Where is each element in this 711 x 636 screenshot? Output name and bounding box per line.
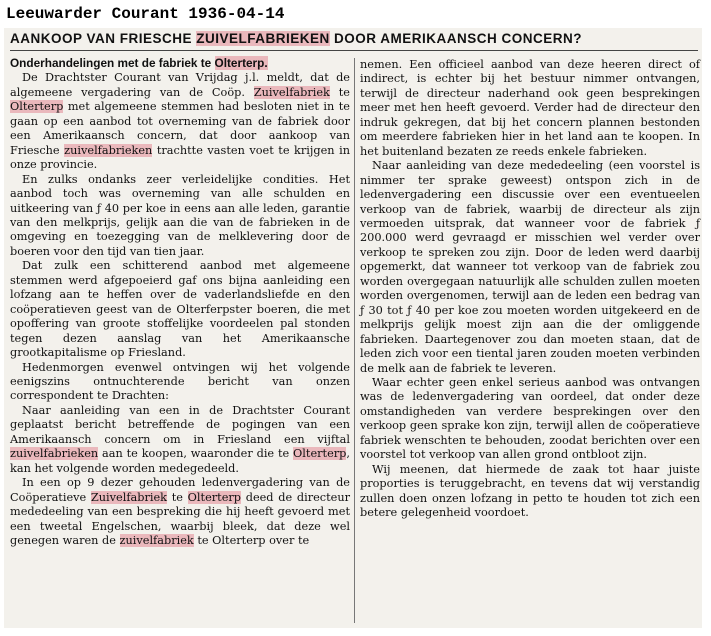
article-subheading xyxy=(10,56,350,70)
highlighted-term: Olterterp xyxy=(10,100,64,114)
left-column-paragraph xyxy=(10,361,350,404)
highlighted-term: zuivelfabrieken xyxy=(10,447,99,461)
text-run: Naar aanleiding van een in de Drachtster Courant geplaatst bericht betreffende de pogingen van een Amerikaansch concern om in Friesland een vijftal xyxy=(10,403,350,446)
highlighted-term: Olterterp. xyxy=(214,56,268,70)
text-run: nemen. Een officieel aanbod van deze heeren direct of indirect, is echter bij het bestuur nimmer ontvangen, terwijl de directeur naderhand ook geen besprekingen meer met hen heeft gevoerd. Verder had de directeur den indruk gekregen, dat bij het concern plannen bestonden om meerdere fabrieken hier in het land aan te koopen. In het buitenland bezaten ze reeds enkele fabrieken. xyxy=(360,58,700,158)
left-column-paragraph xyxy=(10,71,350,172)
article-headline xyxy=(10,31,700,46)
text-run: aan te koopen, waaronder die te xyxy=(98,447,294,461)
text-run: met algemeene stemmen had besloten niet in te gaan op een aanbod tot overneming van de fabriek door een Amerikaansch concern, dat door aankoop van Friesche xyxy=(10,100,350,157)
highlighted-term: zuivelfabriek xyxy=(119,533,194,547)
headline-prefix: AANKOOP VAN FRIESCHE xyxy=(10,31,197,46)
text-run: Hedenmorgen evenwel ontvingen wij het volgende eenigszins ontnuchterende bericht van onzen correspondent te Drachten: xyxy=(10,360,350,403)
left-column-paragraph xyxy=(10,476,350,548)
text-run: te xyxy=(167,490,188,504)
column-divider xyxy=(354,58,355,623)
text-run: Naar aanleiding van deze mededeeling (een voorstel is nimmer ter sprake geweest) ontspon zich in de ledenvergadering een discussie over een eventueelen verkoop van de fabriek, waarbij de directeur als zijn vermoeden uitsprak, dat wanneer voor de fabriek ƒ 200.000 werd gevraagd er misschien wel verder over verkoop te spreken zou zijn. Door de leden werd daarbij opgemerkt, dat wanneer tot verkoop van de fabriek zou worden overgegaan natuurlijk alle schulden zullen moeten worden overgenomen, terwijl aan de leden een bedrag van ƒ 30 tot ƒ 40 per koe zou moeten worden uitgekeerd en de melkprijs gelijk moest zijn aan die der omliggende fabrieken. Daartegenover zou dan moeten staan, dat de leden zich voor een tiental jaren zouden moeten verbinden de melk aan de fabriek te leveren. xyxy=(360,159,700,375)
right-column-paragraph xyxy=(360,58,700,159)
headline-suffix: DOOR AMERIKAANSCH CONCERN? xyxy=(329,31,583,46)
text-run: te xyxy=(329,85,350,99)
right-column-paragraph xyxy=(360,463,700,521)
text-run: In een op 9 dezer gehouden ledenvergadering van de Coöperatieve xyxy=(10,476,350,504)
text-run: deed de directeur mededeeling van een bespreking die hij heeft gevoerd met een tweetal Engelschen, waarbij bleek, dat deze wel genegen waren de xyxy=(10,490,351,547)
highlighted-term: Zuivelfabriek xyxy=(253,85,330,99)
highlighted-term: Zuivelfabriek xyxy=(90,490,168,504)
left-column-paragraph xyxy=(10,404,350,476)
left-column-paragraph xyxy=(10,259,350,360)
text-run: te Olterterp over te xyxy=(193,533,310,547)
left-column-paragraph xyxy=(10,173,350,260)
page-dateline: Leeuwarder Courant 1936-04-14 xyxy=(6,5,285,23)
text-run: Wij meenen, dat hiermede de zaak tot haar juiste proporties is teruggebracht, en tevens dat wij verstandig zullen doen onzen lofzang in petto te houden tot zich een betere gelegenheid voordoet. xyxy=(360,462,700,520)
left-column xyxy=(10,56,350,548)
highlighted-term: zuivelfabrieken xyxy=(64,143,153,157)
headline-rule xyxy=(10,50,698,51)
headline-highlight: ZUIVELFABRIEKEN xyxy=(196,31,330,46)
text-run: Dat zulk een schitterend aanbod met algemeene stemmen werd afgepoeierd gaf ons bijna aanleiding een lofzang aan te heffen over de vaderlandsliefde en den coöperatieven geest van de Olterferpster boeren, die met opoffering van groote stoffelijke voordeelen pal stonden tegen dezen aanslag van het Amerikaansche grootkapitalisme op Friesland. xyxy=(10,259,350,360)
newspaper-clipping xyxy=(4,28,702,628)
text-run: En zulks ondanks zeer verleidelijke condities. Het aanbod toch was overneming van alle schulden en uitkeering van ƒ 40 per koe in eens aan alle leden, garantie van den melkprijs, gelijk aan die van de fabrieken in de omgeving en toezegging van de melklevering door de boeren voor den tijd van tien jaar. xyxy=(10,172,350,258)
text-run: , kan het volgende worden medegedeeld. xyxy=(10,447,350,475)
right-column-paragraph xyxy=(360,376,700,463)
text-run: Waar echter geen enkel serieus aanbod was ontvangen was de ledenvergadering van oordeel, dat onder deze omstandigheden van verdere besprekingen over den verkoop geen sprake kon zijn, terwijl allen de coöperatieve fabriek wenschten te behouden, zoodat berichten over een voorstel tot verkoop van allen grond ontbloot zijn. xyxy=(360,375,700,462)
text-run: De Drachtster Courant van Vrijdag j.l. meldt, dat de algemeene vergadering van de Coöp. xyxy=(10,71,350,99)
text-run: Onderhandelingen met de fabriek te xyxy=(10,56,215,70)
text-run: trachtte vasten voet te krijgen in onze provincie. xyxy=(10,143,350,172)
right-column xyxy=(360,58,700,521)
right-column-paragraph xyxy=(360,159,700,376)
highlighted-term: Olterterp xyxy=(293,447,347,461)
highlighted-term: Olterterp xyxy=(187,490,242,504)
